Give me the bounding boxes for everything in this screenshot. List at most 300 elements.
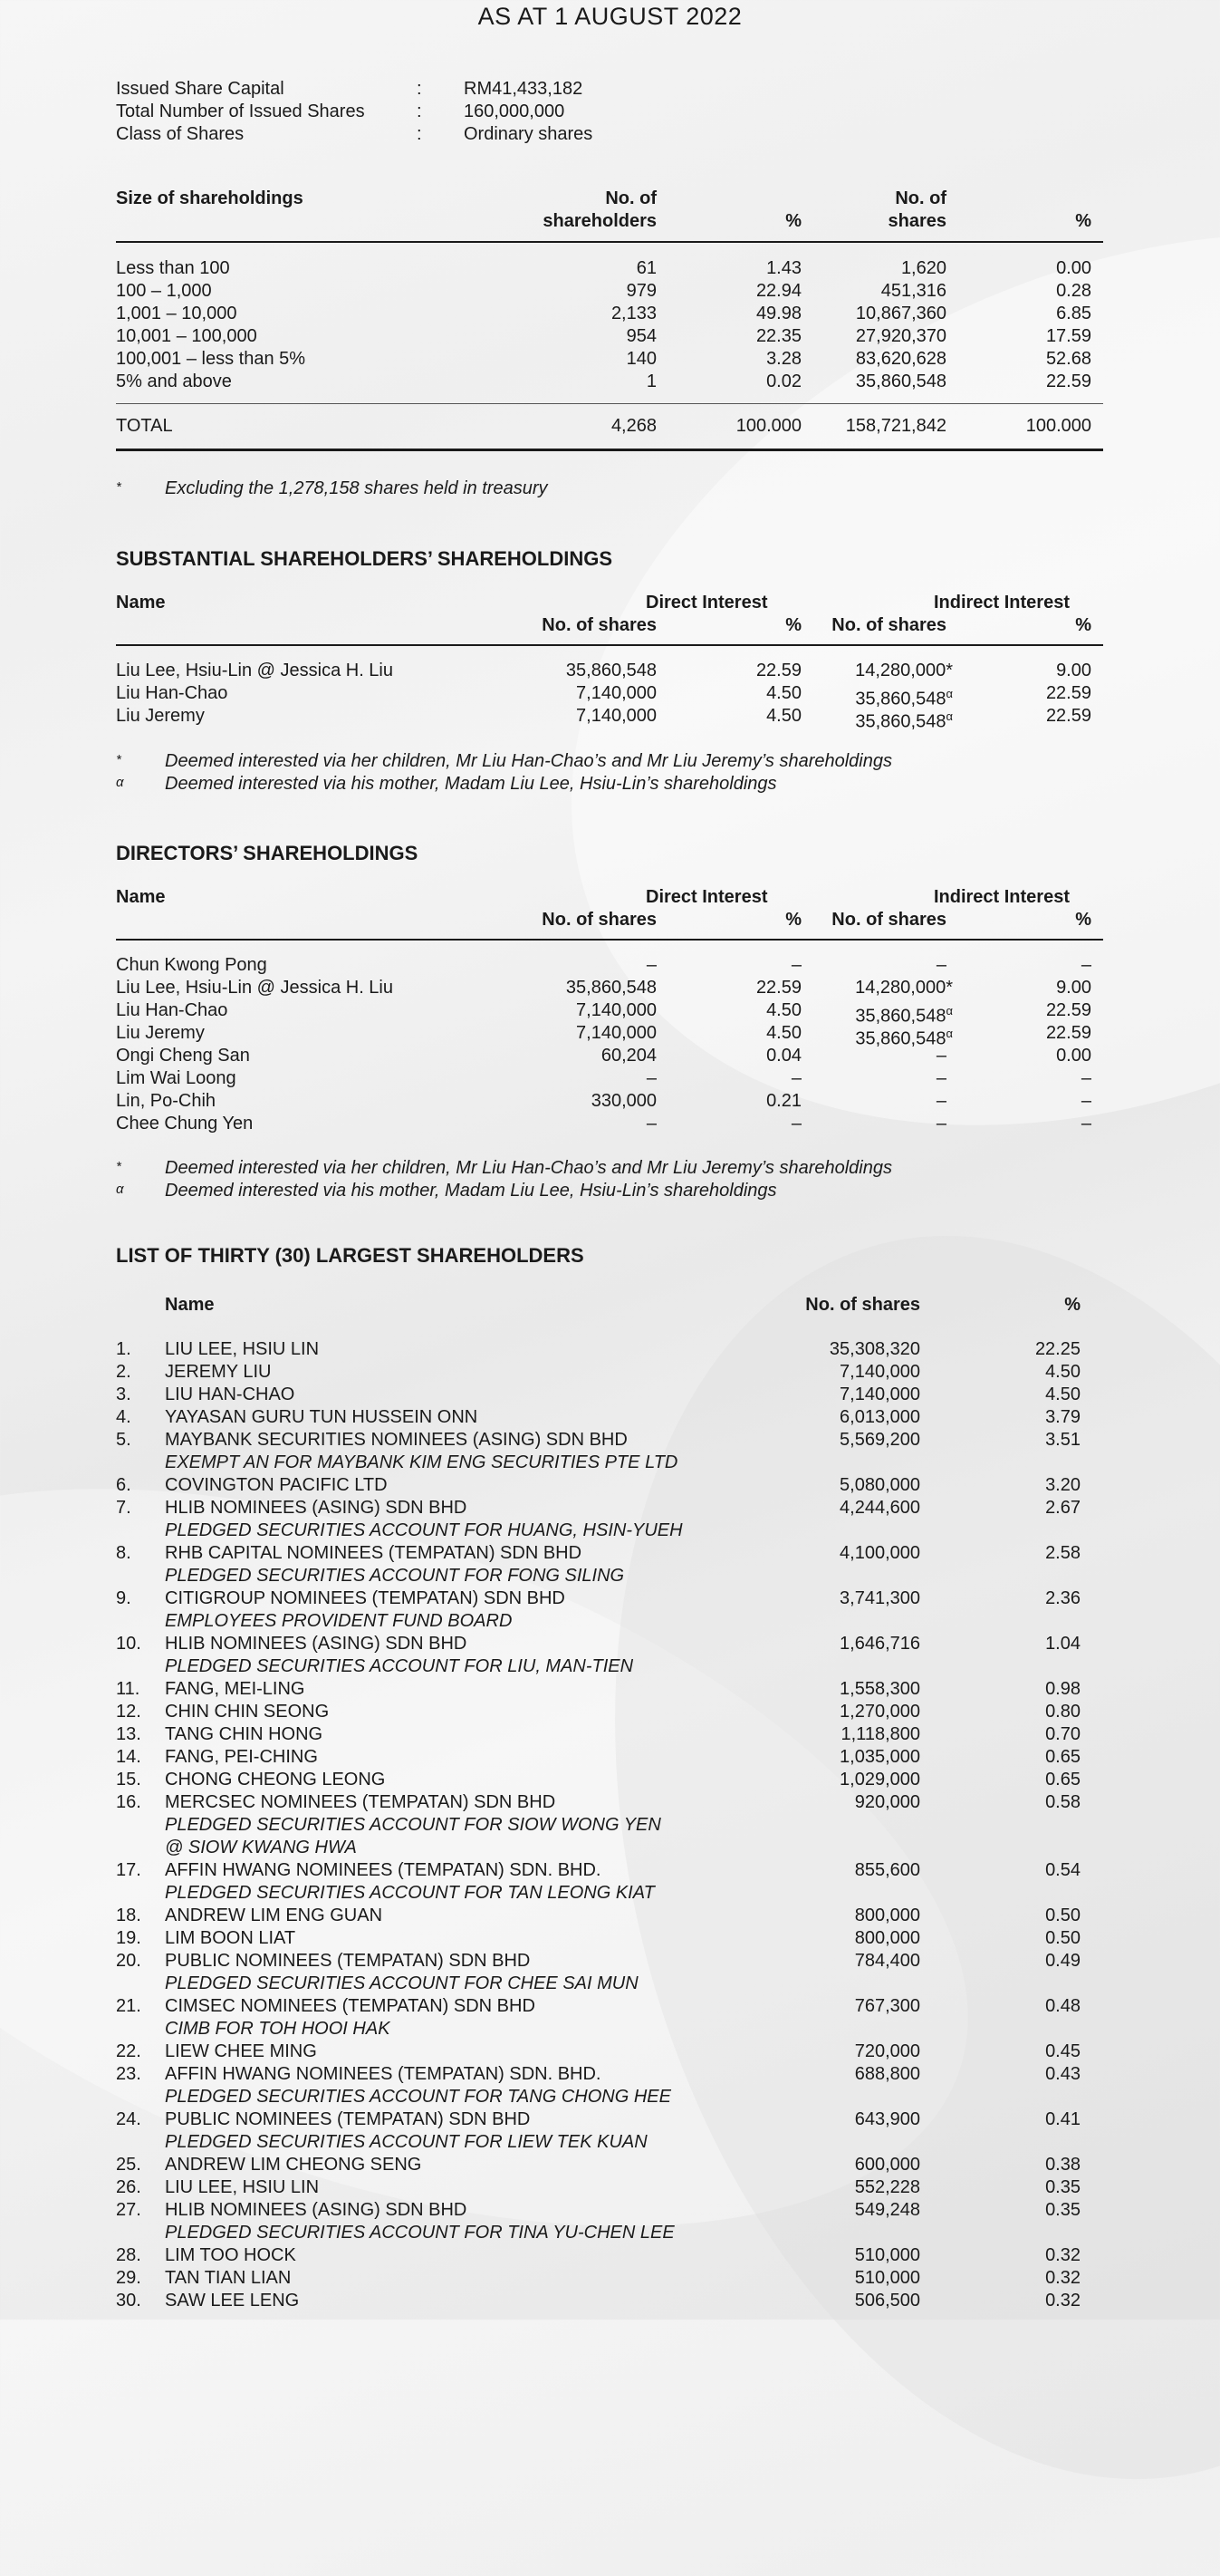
shares-value: 35,308,320 — [829, 1339, 920, 1359]
header-rule — [116, 644, 1103, 646]
cell-direct-shares: 7,140,000 — [576, 683, 657, 703]
cell-pct: 0.00 — [1056, 258, 1091, 278]
footnote-text: Deemed interested via his mother, Madam Liu Lee, Hsiu-Lin’s shareholdings — [165, 774, 777, 794]
row-number: 3. — [116, 1384, 131, 1404]
list-subline — [116, 1814, 1103, 1837]
list-subline — [116, 1973, 1103, 1995]
cell-name: Liu Lee, Hsiu-Lin @ Jessica H. Liu — [116, 661, 393, 680]
shareholder-name: FANG, MEI-LING — [165, 1679, 305, 1699]
table-row — [116, 660, 1103, 682]
list-item — [116, 1678, 1103, 1701]
account-description: PLEDGED SECURITIES ACCOUNT FOR HUANG, HSIN-YUEH — [165, 1520, 683, 1540]
shareholder-name: PUBLIC NOMINEES (TEMPATAN) SDN BHD — [165, 2109, 531, 2129]
list-line — [116, 2041, 1103, 2063]
footnote-text: Deemed interested via his mother, Madam Liu Lee, Hsiu-Lin’s shareholdings — [165, 1181, 777, 1201]
list-item — [116, 1633, 1103, 1678]
list-item — [116, 1859, 1103, 1905]
shares-value: 7,140,000 — [840, 1384, 920, 1404]
cell-indirect-shares: 14,280,000* — [855, 978, 953, 998]
account-description: PLEDGED SECURITIES ACCOUNT FOR TINA YU-CHEN LEE — [165, 2223, 675, 2243]
header-no-of-shares: No. of shares — [805, 1295, 920, 1315]
info-colon: : — [417, 124, 422, 144]
cell-name: Liu Han-Chao — [116, 683, 228, 703]
list-line — [116, 1497, 1103, 1520]
percent-value: 22.25 — [1034, 1339, 1081, 1359]
cell-direct-pct: – — [791, 1068, 802, 1088]
shareholder-name: CITIGROUP NOMINEES (TEMPATAN) SDN BHD — [165, 1588, 565, 1608]
cell-direct-pct: 22.59 — [755, 661, 802, 680]
header-percent: % — [785, 910, 802, 930]
header-percent: % — [785, 615, 802, 635]
row-number: 13. — [116, 1724, 141, 1744]
row-number: 9. — [116, 1588, 131, 1608]
list-item — [116, 1791, 1103, 1859]
cell-direct-shares: 7,140,000 — [576, 1000, 657, 1020]
list-line — [116, 2154, 1103, 2176]
shares-value: 510,000 — [854, 2245, 920, 2265]
cell-indirect-shares: – — [936, 1068, 946, 1088]
cell-holders: 61 — [636, 258, 657, 278]
list-subline — [116, 1610, 1103, 1633]
row-number: 18. — [116, 1905, 141, 1925]
list-line — [116, 2290, 1103, 2312]
cell-indirect-pct: – — [1081, 1114, 1091, 1134]
cell-size: 100,001 – less than 5% — [116, 349, 306, 369]
shares-value: 4,100,000 — [840, 1543, 920, 1563]
footnote-text: Excluding the 1,278,158 shares held in treasury — [165, 478, 548, 498]
list-line — [116, 1406, 1103, 1429]
cell-direct-pct: 4.50 — [766, 1023, 802, 1043]
shareholder-name: TANG CHIN HONG — [165, 1724, 323, 1744]
list-item — [116, 2154, 1103, 2176]
list-item — [116, 1474, 1103, 1497]
cell-direct-shares: 60,204 — [600, 1046, 657, 1066]
shareholder-name: CIMSEC NOMINEES (TEMPATAN) SDN BHD — [165, 1996, 535, 2016]
list-item — [116, 2041, 1103, 2063]
list-item — [116, 1406, 1103, 1429]
cell-holders: 4,268 — [610, 416, 657, 436]
shareholder-name: LIU LEE, HSIU LIN — [165, 2177, 320, 2197]
percent-value: 3.79 — [1045, 1407, 1081, 1427]
shares-value: 800,000 — [854, 1928, 920, 1948]
shareholder-name: TAN TIAN LIAN — [165, 2268, 292, 2288]
shares-value: 7,140,000 — [840, 1362, 920, 1382]
shares-value: 800,000 — [854, 1905, 920, 1925]
header-shareholders: shareholders — [543, 211, 657, 231]
row-number: 24. — [116, 2109, 141, 2129]
list-line — [116, 1429, 1103, 1452]
shares-value: 1,118,800 — [841, 1724, 920, 1744]
shareholder-name: CHONG CHEONG LEONG — [165, 1770, 386, 1790]
footnote-symbol: α — [116, 775, 124, 790]
percent-value: 0.45 — [1045, 2041, 1081, 2061]
row-number: 23. — [116, 2064, 141, 2084]
table-row — [116, 280, 1103, 303]
list-item — [116, 1542, 1103, 1587]
row-number: 29. — [116, 2268, 141, 2288]
section-title: LIST OF THIRTY (30) LARGEST SHAREHOLDERS — [116, 1244, 584, 1267]
row-number: 6. — [116, 1475, 131, 1495]
cell-pct: 6.85 — [1056, 304, 1091, 323]
account-description: CIMB FOR TOH HOOI HAK — [165, 2019, 390, 2039]
row-number: 26. — [116, 2177, 141, 2197]
percent-value: 0.49 — [1045, 1951, 1081, 1971]
row-number: 19. — [116, 1928, 141, 1948]
cell-name: Liu Jeremy — [116, 1023, 205, 1043]
largest-shareholders-list — [116, 1294, 1103, 2312]
header-no-of-shares: No. of shares — [542, 910, 657, 930]
percent-value: 3.20 — [1045, 1475, 1081, 1495]
list-line — [116, 2108, 1103, 2131]
table-row — [116, 682, 1103, 709]
cell-name: Liu Lee, Hsiu-Lin @ Jessica H. Liu — [116, 978, 393, 998]
cell-size: 10,001 – 100,000 — [116, 326, 257, 346]
cell-indirect-pct: 9.00 — [1056, 978, 1091, 998]
table-row — [116, 257, 1103, 280]
shareholder-name: AFFIN HWANG NOMINEES (TEMPATAN) SDN. BHD. — [165, 1860, 601, 1880]
cell-indirect-pct: 22.59 — [1045, 1000, 1091, 1020]
percent-value: 2.36 — [1045, 1588, 1081, 1608]
header-no-of: No. of — [605, 188, 657, 208]
shares-value: 549,248 — [854, 2200, 920, 2220]
percent-value: 0.43 — [1045, 2064, 1081, 2084]
cell-direct-shares: – — [646, 1068, 657, 1088]
row-number: 25. — [116, 2155, 141, 2175]
list-line — [116, 1791, 1103, 1814]
list-line — [116, 2267, 1103, 2290]
account-description: PLEDGED SECURITIES ACCOUNT FOR TANG CHONG HEE — [165, 2087, 671, 2107]
cell-direct-pct: 0.21 — [766, 1091, 802, 1111]
percent-value: 0.70 — [1045, 1724, 1081, 1744]
list-subline — [116, 1565, 1103, 1587]
shareholder-name: HLIB NOMINEES (ASING) SDN BHD — [165, 1634, 467, 1654]
shares-value: 688,800 — [854, 2064, 920, 2084]
cell-shares: 10,867,360 — [855, 304, 946, 323]
table-row — [116, 1067, 1103, 1090]
percent-value: 0.35 — [1045, 2200, 1081, 2220]
shares-value: 1,270,000 — [840, 1702, 920, 1722]
cell-pct: 1.43 — [766, 258, 802, 278]
row-number: 21. — [116, 1996, 141, 2016]
account-description: PLEDGED SECURITIES ACCOUNT FOR LIEW TEK KUAN — [165, 2132, 648, 2152]
footnote-symbol: * — [116, 752, 121, 767]
shares-value: 1,646,716 — [840, 1634, 920, 1654]
info-label: Issued Share Capital — [116, 79, 284, 99]
cell-holders: 2,133 — [610, 304, 657, 323]
account-description: PLEDGED SECURITIES ACCOUNT FOR TAN LEONG KIAT — [165, 1883, 655, 1903]
shareholder-name: COVINGTON PACIFIC LTD — [165, 1475, 388, 1495]
list-line — [116, 1542, 1103, 1565]
percent-value: 2.67 — [1045, 1498, 1081, 1518]
header-rule — [116, 939, 1103, 941]
list-line — [116, 1927, 1103, 1950]
footnote-text: Deemed interested via her children, Mr Liu Han-Chao’s and Mr Liu Jeremy’s shareholdings — [165, 751, 892, 771]
cell-size: 100 – 1,000 — [116, 281, 212, 301]
row-number: 12. — [116, 1702, 141, 1722]
shares-value: 1,035,000 — [840, 1747, 920, 1767]
list-item — [116, 2063, 1103, 2108]
cell-size: TOTAL — [116, 416, 173, 436]
header-no-of-shares: No. of shares — [831, 910, 946, 930]
list-item — [116, 2176, 1103, 2199]
info-value: 160,000,000 — [464, 101, 565, 121]
percent-value: 4.50 — [1045, 1384, 1081, 1404]
header-percent: % — [1064, 1295, 1081, 1315]
shares-value: 643,900 — [854, 2109, 920, 2129]
account-description: PLEDGED SECURITIES ACCOUNT FOR CHEE SAI MUN — [165, 1973, 639, 1993]
cell-shares: 158,721,842 — [845, 416, 946, 436]
percent-value: 0.32 — [1045, 2245, 1081, 2265]
cell-indirect-shares: $35,860,548^\alpha$ — [855, 687, 953, 709]
table-row — [116, 1090, 1103, 1113]
row-number: 4. — [116, 1407, 131, 1427]
row-number: 16. — [116, 1792, 141, 1812]
shareholder-name: LIM BOON LIAT — [165, 1928, 296, 1948]
table-row — [116, 954, 1103, 977]
table-row — [116, 371, 1103, 393]
percent-value: 0.35 — [1045, 2177, 1081, 2197]
cell-name: Chee Chung Yen — [116, 1114, 254, 1134]
cell-name: Liu Jeremy — [116, 706, 205, 726]
list-subline — [116, 1520, 1103, 1542]
row-number: 28. — [116, 2245, 141, 2265]
shares-value: 784,400 — [854, 1951, 920, 1971]
account-description: PLEDGED SECURITIES ACCOUNT FOR LIU, MAN-TIEN — [165, 1656, 634, 1676]
table-row — [116, 1022, 1103, 1049]
list-item — [116, 1701, 1103, 1723]
list-item — [116, 1746, 1103, 1769]
shares-value: 3,741,300 — [840, 1588, 920, 1608]
header-name: Name — [116, 887, 166, 907]
header-no-of-shares: No. of shares — [831, 615, 946, 635]
footnote-text: Deemed interested via her children, Mr Liu Han-Chao’s and Mr Liu Jeremy’s shareholdings — [165, 1158, 892, 1178]
shares-value: 5,569,200 — [840, 1430, 920, 1450]
shares-value: 5,080,000 — [840, 1475, 920, 1495]
list-item — [116, 1497, 1103, 1542]
list-item — [116, 1950, 1103, 1995]
shares-value: 1,558,300 — [840, 1679, 920, 1699]
header-percent: % — [1075, 615, 1091, 635]
row-number: 11. — [116, 1679, 140, 1699]
shareholder-name: LIU LEE, HSIU LIN — [165, 1339, 320, 1359]
cell-name: Chun Kwong Pong — [116, 955, 267, 975]
header-percent: % — [1075, 211, 1091, 231]
percent-value: 0.65 — [1045, 1747, 1081, 1767]
footnote-symbol: * — [116, 1159, 121, 1174]
list-item — [116, 2199, 1103, 2244]
cell-pct: 100.000 — [1025, 416, 1091, 436]
cell-pct: 22.94 — [755, 281, 802, 301]
row-number: 30. — [116, 2291, 141, 2311]
cell-direct-shares: 7,140,000 — [576, 706, 657, 726]
list-line — [116, 1587, 1103, 1610]
cell-name: Ongi Cheng San — [116, 1046, 250, 1066]
table-row — [116, 1113, 1103, 1135]
cell-size: 5% and above — [116, 371, 232, 391]
cell-pct: 0.02 — [766, 371, 802, 391]
cell-shares: 451,316 — [880, 281, 946, 301]
shareholder-name: ANDREW LIM ENG GUAN — [165, 1905, 383, 1925]
shares-value: 720,000 — [854, 2041, 920, 2061]
list-line — [116, 2199, 1103, 2222]
section-title: DIRECTORS’ SHAREHOLDINGS — [116, 842, 418, 864]
cell-indirect-shares: $35,860,548^\alpha$ — [855, 1027, 953, 1049]
cell-direct-pct: – — [791, 955, 802, 975]
row-number: 10. — [116, 1634, 141, 1654]
list-subline — [116, 2222, 1103, 2244]
header-rule — [116, 241, 1103, 243]
cell-size: Less than 100 — [116, 258, 230, 278]
account-description: PLEDGED SECURITIES ACCOUNT FOR FONG SILING — [165, 1566, 625, 1586]
cell-shares: 83,620,628 — [855, 349, 946, 369]
percent-value: 0.50 — [1045, 1905, 1081, 1925]
cell-pct: 100.000 — [735, 416, 802, 436]
shareholder-name: AFFIN HWANG NOMINEES (TEMPATAN) SDN. BHD. — [165, 2064, 601, 2084]
cell-indirect-pct: – — [1081, 1091, 1091, 1111]
total-row — [116, 415, 1103, 438]
footnote-symbol: * — [116, 479, 121, 495]
account-description: PLEDGED SECURITIES ACCOUNT FOR SIOW WONG YEN — [165, 1815, 661, 1835]
shares-value: 855,600 — [854, 1860, 920, 1880]
cell-direct-shares: 7,140,000 — [576, 1023, 657, 1043]
cell-size: 1,001 – 10,000 — [116, 304, 237, 323]
list-line — [116, 1361, 1103, 1384]
shareholder-name: PUBLIC NOMINEES (TEMPATAN) SDN BHD — [165, 1951, 531, 1971]
account-description: EMPLOYEES PROVIDENT FUND BOARD — [165, 1611, 513, 1631]
row-number: 8. — [116, 1543, 131, 1563]
cell-pct: 49.98 — [755, 304, 802, 323]
cell-indirect-shares: $35,860,548^\alpha$ — [855, 1004, 953, 1027]
table-row — [116, 303, 1103, 325]
percent-value: 0.32 — [1045, 2268, 1081, 2288]
shares-value: 506,500 — [854, 2291, 920, 2311]
info-row — [116, 101, 592, 123]
shares-value: 552,228 — [854, 2177, 920, 2197]
percent-value: 2.58 — [1045, 1543, 1081, 1563]
cell-holders: 140 — [626, 349, 657, 369]
shareholder-name: LIU HAN-CHAO — [165, 1384, 295, 1404]
list-line — [116, 1678, 1103, 1701]
cell-holders: 954 — [626, 326, 657, 346]
list-line — [116, 1950, 1103, 1973]
cell-name: Liu Han-Chao — [116, 1000, 228, 1020]
list-item — [116, 1769, 1103, 1791]
list-item — [116, 1995, 1103, 2041]
row-number: 27. — [116, 2200, 141, 2220]
percent-value: 0.98 — [1045, 1679, 1081, 1699]
percent-value: 0.50 — [1045, 1928, 1081, 1948]
cell-indirect-pct: – — [1081, 1068, 1091, 1088]
cell-name: Lin, Po-Chih — [116, 1091, 216, 1111]
shareholder-name: CHIN CHIN SEONG — [165, 1702, 330, 1722]
table-row — [116, 1045, 1103, 1067]
shareholder-name: FANG, PEI-CHING — [165, 1747, 318, 1767]
cell-direct-shares: – — [646, 1114, 657, 1134]
list-line — [116, 2176, 1103, 2199]
info-value: RM41,433,182 — [464, 79, 583, 99]
list-rows — [116, 1338, 1103, 2312]
percent-value: 3.51 — [1045, 1430, 1081, 1450]
cell-indirect-shares: – — [936, 955, 946, 975]
row-number: 14. — [116, 1747, 141, 1767]
shareholder-name: ANDREW LIM CHEONG SENG — [165, 2155, 422, 2175]
cell-pct: 17.59 — [1045, 326, 1091, 346]
cell-pct: 0.28 — [1056, 281, 1091, 301]
shareholder-name: YAYASAN GURU TUN HUSSEIN ONN — [165, 1407, 478, 1427]
info-value: Ordinary shares — [464, 124, 593, 144]
account-description: EXEMPT AN FOR MAYBANK KIM ENG SECURITIES PTE LTD — [165, 1452, 678, 1472]
bottom-rule — [116, 449, 1103, 451]
cell-indirect-pct: 0.00 — [1056, 1046, 1091, 1066]
cell-direct-pct: 4.50 — [766, 683, 802, 703]
info-row — [116, 123, 592, 146]
section-title: SUBSTANTIAL SHAREHOLDERS’ SHAREHOLDINGS — [116, 547, 613, 570]
list-item — [116, 2267, 1103, 2290]
list-line — [116, 2063, 1103, 2086]
percent-value: 0.41 — [1045, 2109, 1081, 2129]
shareholder-name: LIEW CHEE MING — [165, 2041, 317, 2061]
list-item — [116, 1723, 1103, 1746]
percent-value: 0.80 — [1045, 1702, 1081, 1722]
shares-value: 6,013,000 — [840, 1407, 920, 1427]
cell-indirect-shares: – — [936, 1091, 946, 1111]
shareholder-name: JEREMY LIU — [165, 1362, 272, 1382]
header-direct-interest: Direct Interest — [646, 593, 768, 613]
list-line — [116, 1633, 1103, 1655]
list-item — [116, 1587, 1103, 1633]
list-item — [116, 1384, 1103, 1406]
shareholder-name: HLIB NOMINEES (ASING) SDN BHD — [165, 2200, 467, 2220]
shareholder-name: SAW LEE LENG — [165, 2291, 300, 2311]
header-name: Name — [116, 593, 166, 613]
list-item — [116, 1429, 1103, 1474]
cell-pct: 22.59 — [1045, 371, 1091, 391]
table-row — [116, 705, 1103, 732]
percent-value: 1.04 — [1045, 1634, 1081, 1654]
list-item — [116, 1927, 1103, 1950]
cell-direct-pct: – — [791, 1114, 802, 1134]
shares-value: 510,000 — [854, 2268, 920, 2288]
cell-pct: 52.68 — [1045, 349, 1091, 369]
cell-name: Lim Wai Loong — [116, 1068, 236, 1088]
header-size: Size of shareholdings — [116, 188, 303, 208]
list-item — [116, 1338, 1103, 1361]
cell-direct-pct: 4.50 — [766, 1000, 802, 1020]
list-line — [116, 1338, 1103, 1361]
row-number: 1. — [116, 1339, 131, 1359]
list-subline — [116, 2018, 1103, 2041]
header-shares: shares — [888, 211, 946, 231]
cell-direct-shares: 330,000 — [591, 1091, 657, 1111]
cell-direct-pct: 4.50 — [766, 706, 802, 726]
row-number: 2. — [116, 1362, 131, 1382]
percent-value: 0.48 — [1045, 1996, 1081, 2016]
cell-indirect-shares: 14,280,000* — [855, 661, 953, 680]
footnote-symbol: α — [116, 1182, 124, 1197]
shareholder-name: LIM TOO HOCK — [165, 2245, 296, 2265]
cell-direct-shares: – — [646, 955, 657, 975]
cell-indirect-pct: 9.00 — [1056, 661, 1091, 680]
cell-indirect-pct: 22.59 — [1045, 706, 1091, 726]
info-label: Class of Shares — [116, 124, 245, 144]
cell-direct-shares: 35,860,548 — [565, 978, 657, 998]
cell-direct-pct: 22.59 — [755, 978, 802, 998]
list-line — [116, 1995, 1103, 2018]
shares-value: 920,000 — [854, 1792, 920, 1812]
percent-value: 0.58 — [1045, 1792, 1081, 1812]
cell-direct-pct: 0.04 — [766, 1046, 802, 1066]
header-indirect-interest: Indirect Interest — [933, 593, 1070, 613]
